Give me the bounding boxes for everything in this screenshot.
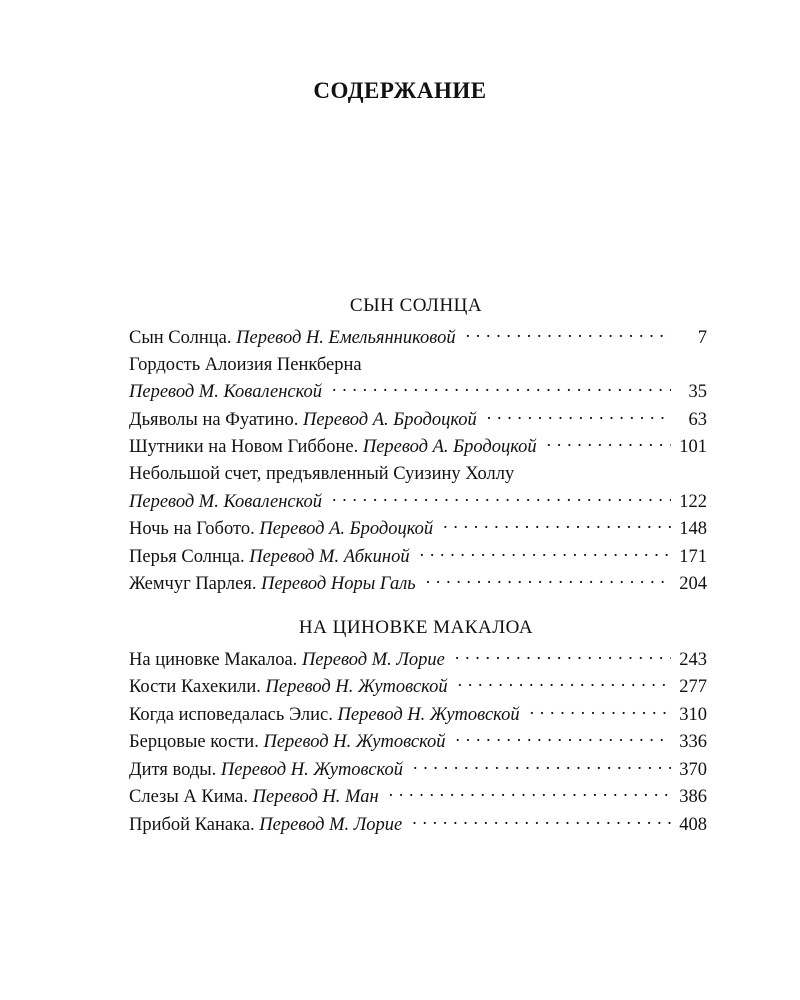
entry-title: Дьяволы на Фуатино. [129, 409, 299, 430]
toc-entry[interactable] [129, 543, 707, 571]
entry-page-number: 101 [679, 437, 707, 457]
entry-page-number: 386 [679, 787, 707, 807]
dot-leader [487, 406, 671, 425]
dot-leader [530, 701, 671, 720]
dot-leader [466, 324, 671, 343]
entry-translator: Перевод М. Коваленской [129, 382, 323, 402]
entry-title: Шутники на Новом Гиббоне. [129, 437, 359, 457]
dot-leader [455, 646, 671, 665]
dot-leader [389, 784, 671, 803]
table-of-contents [129, 288, 707, 839]
dot-leader [332, 488, 671, 507]
toc-entry[interactable] [129, 729, 707, 757]
toc-entry[interactable] [129, 461, 707, 516]
entry-page-number: 204 [679, 574, 707, 594]
entry-page-number: 310 [679, 704, 707, 725]
entry-translator: Перевод Н. Жутовской [265, 677, 448, 697]
toc-section-son-of-the-sun [129, 288, 707, 598]
toc-entry[interactable] [129, 701, 707, 729]
entry-page-number: 171 [679, 546, 707, 567]
entry-page-number: 122 [679, 491, 707, 512]
entry-translator: Перевод М. Коваленской [129, 491, 323, 512]
toc-entry[interactable] [129, 516, 707, 544]
entry-title: Гордость Алоизия Пенкберна [129, 354, 362, 375]
entry-page-number: 336 [679, 732, 707, 752]
entry-title: Сын Солнца. [129, 327, 232, 348]
entry-page-number: 63 [688, 409, 707, 430]
toc-entry[interactable] [129, 571, 707, 599]
toc-entry[interactable] [129, 756, 707, 784]
entry-title: На циновке Макалоа. [129, 649, 298, 670]
entry-title: Прибой Канака. [129, 814, 255, 835]
entry-page-number: 243 [679, 649, 707, 670]
entry-translator: Перевод Н. Ман [252, 787, 379, 807]
entry-translator: Перевод М. Абкиной [249, 546, 410, 567]
entry-title: Ночь на Гобото. [129, 519, 255, 539]
page-title: СОДЕРЖАНИЕ [313, 78, 487, 103]
entry-title: Кости Кахекили. [129, 677, 261, 697]
dot-leader [456, 729, 671, 748]
entry-translator: Перевод М. Лорие [259, 814, 403, 835]
dot-leader [426, 571, 671, 590]
entry-translator: Перевод Норы Галь [261, 574, 416, 594]
toc-entry[interactable] [129, 324, 707, 352]
toc-entry[interactable] [129, 352, 707, 407]
entry-page-number: 277 [679, 677, 707, 697]
entry-title: Жемчуг Парлея. [129, 574, 257, 594]
dot-leader [332, 379, 671, 398]
entry-title: Когда исповедалась Элис. [129, 704, 333, 725]
entry-translator: Перевод Н. Жутовской [263, 732, 446, 752]
section-heading: СЫН СОЛНЦА [349, 295, 483, 316]
toc-entry[interactable] [129, 434, 707, 462]
entry-title: Слезы А Кима. [129, 787, 249, 807]
entry-title: Небольшой счет, предъявленный Суизину Холлу [129, 464, 515, 484]
toc-entry[interactable] [129, 784, 707, 812]
entry-page-number: 35 [688, 382, 707, 402]
entry-translator: Перевод А. Бродоцкой [362, 437, 537, 457]
entry-page-number: 408 [679, 814, 707, 835]
toc-section-on-the-makaloa-mat [129, 610, 707, 839]
entry-translator: Перевод М. Лорие [301, 649, 445, 670]
entry-page-number: 7 [697, 327, 707, 348]
entry-translator: Перевод А. Бродоцкой [302, 409, 477, 430]
toc-entry[interactable] [129, 811, 707, 839]
entry-page-number: 370 [679, 759, 707, 780]
toc-entry[interactable] [129, 406, 707, 434]
dot-leader [413, 756, 671, 775]
entry-title: Дитя воды. [129, 759, 217, 780]
toc-entry[interactable] [129, 674, 707, 702]
dot-leader [547, 434, 671, 453]
entry-translator: Перевод А. Бродоцкой [259, 519, 434, 539]
dot-leader [420, 543, 671, 562]
toc-entry[interactable] [129, 646, 707, 674]
entry-translator: Перевод Н. Жутовской [337, 704, 520, 725]
entry-title: Берцовые кости. [129, 732, 259, 752]
dot-leader [443, 516, 671, 535]
dot-leader [412, 811, 671, 830]
entry-translator: Перевод Н. Жутовской [220, 759, 404, 780]
section-heading: НА ЦИНОВКЕ МАКАЛОА [298, 617, 534, 638]
entry-translator: Перевод Н. Емельянниковой [236, 327, 456, 348]
entry-title: Перья Солнца. [129, 546, 245, 567]
entry-page-number: 148 [679, 519, 707, 539]
dot-leader [458, 674, 671, 693]
